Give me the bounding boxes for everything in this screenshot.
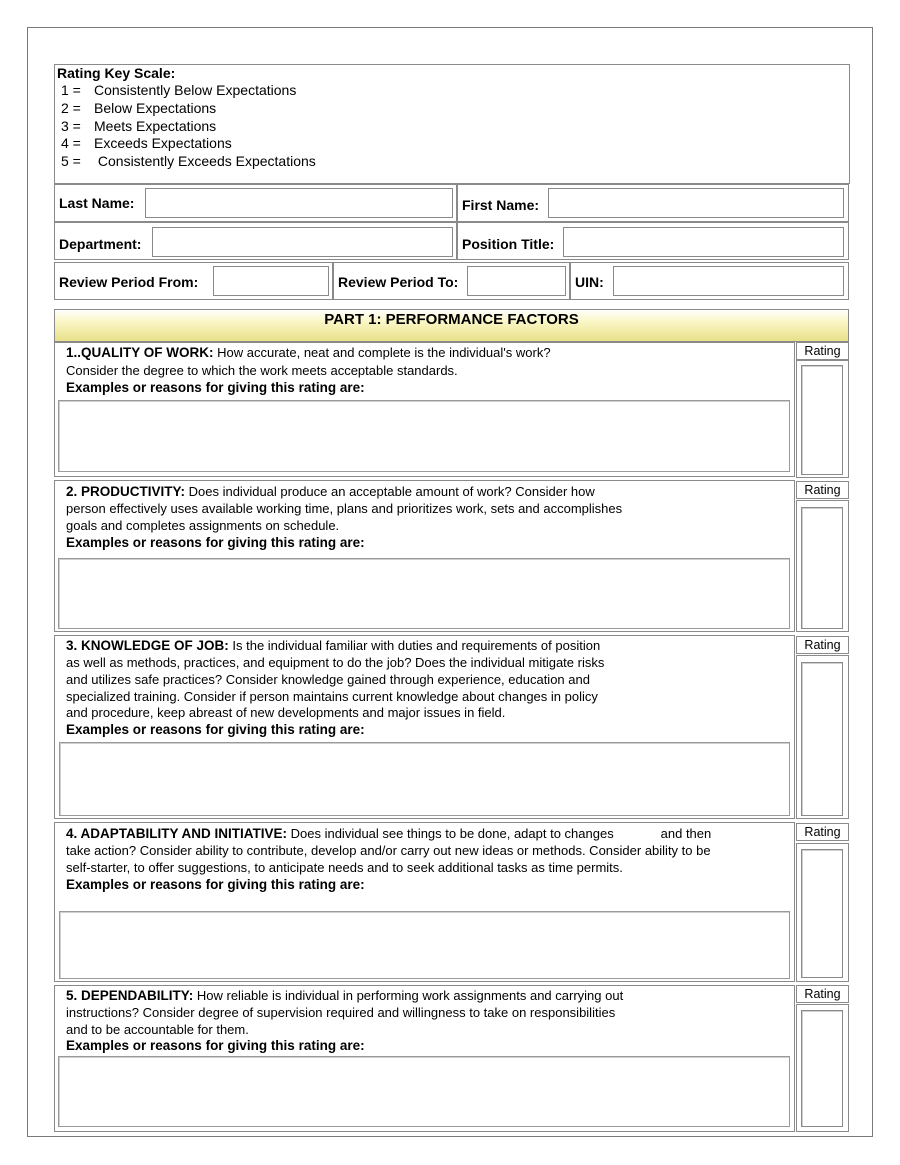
rating-input[interactable] [801,365,843,475]
rating-column [796,500,849,632]
department-field[interactable] [152,227,453,257]
examples-textarea[interactable] [59,911,790,979]
rating-label: Rating [796,985,849,1003]
rating-key-item: 4 = Exceeds Expectations [61,135,232,151]
factor-knowledge-of-job [54,635,795,819]
factor-description: 4. ADAPTABILITY AND INITIATIVE: Does individual see things to be done, adapt to changes and then [66,826,712,841]
review-to-label: Review Period To: [338,274,459,290]
rating-column [796,843,849,982]
factor-description-rest: take action? Consider ability to contribute, develop and/or carry out new ideas or methods. Consider ability to be self-starter, to offer suggestions, to anticipate needs and to seek additional tasks as time permits. [66,843,711,875]
factor-heading: 2. PRODUCTIVITY: [66,484,186,499]
factor-description: 5. DEPENDABILITY: How reliable is individual in performing work assignments and carrying out [66,988,624,1003]
factor-quality-of-work [54,342,795,477]
uin-field[interactable] [613,266,844,296]
rating-input[interactable] [801,849,843,978]
rating-key-item: 5 = Consistently Exceeds Expectations [61,153,316,169]
last-name-label: Last Name: [59,195,135,211]
factor-description-rest: as well as methods, practices, and equipment to do the job? Does the individual mitigate risks and utilizes safe practices? Consider knowledge gained through experience, education and specialized training. Consider if person maintains current knowledge about changes in policy and procedure, keep abreast of new developments and major issues in field. [66,655,605,721]
factor-dependability [54,985,795,1132]
rating-column [796,655,849,819]
factor-description: 2. PRODUCTIVITY: Does individual produce an acceptable amount of work? Consider how [66,484,595,499]
review-from-label: Review Period From: [59,274,199,290]
examples-textarea[interactable] [59,742,790,816]
rating-label: Rating [796,481,849,499]
rating-column [796,360,849,478]
rating-input[interactable] [801,662,843,816]
rating-key-item: 1 = Consistently Below Expectations [61,82,297,98]
position-title-field[interactable] [563,227,844,257]
factor-productivity [54,480,795,632]
examples-label: Examples or reasons for giving this rating are: [66,535,365,550]
examples-label: Examples or reasons for giving this rating are: [66,722,365,737]
examples-textarea[interactable] [58,1056,790,1127]
position-title-label: Position Title: [462,236,555,252]
department-label: Department: [59,236,142,252]
review-from-field[interactable] [213,266,329,296]
rating-label: Rating [796,823,849,841]
factor-heading: 3. KNOWLEDGE OF JOB: [66,638,229,653]
examples-label: Examples or reasons for giving this rating are: [66,877,365,892]
factor-description: 3. KNOWLEDGE OF JOB: Is the individual familiar with duties and requirements of position [66,638,601,653]
rating-label: Rating [796,342,849,360]
factor-description-rest: person effectively uses available working time, plans and prioritizes work, sets and accomplishes goals and completes assignments on schedule. [66,501,623,533]
review-to-field[interactable] [467,266,566,296]
rating-key-item: 3 = Meets Expectations [61,118,217,134]
factor-description-rest: instructions? Consider degree of supervision required and willingness to take on responsibilities and to be accountable for them. [66,1005,616,1037]
factor-heading: 4. ADAPTABILITY AND INITIATIVE: [66,826,288,841]
part1-header: PART 1: PERFORMANCE FACTORS [54,309,849,342]
factor-description-rest: Consider the degree to which the work meets acceptable standards. [66,363,458,378]
first-name-field[interactable] [548,188,844,218]
examples-textarea[interactable] [58,558,790,629]
rating-input[interactable] [801,507,843,629]
factor-heading: 1..QUALITY OF WORK: [66,345,214,360]
examples-textarea[interactable] [58,400,790,472]
rating-input[interactable] [801,1010,843,1127]
factor-description: 1..QUALITY OF WORK: How accurate, neat and complete is the individual's work? [66,345,551,360]
first-name-label: First Name: [462,197,540,213]
rating-key-item: 2 = Below Expectations [61,100,217,116]
rating-column [796,1004,849,1132]
factor-heading: 5. DEPENDABILITY: [66,988,194,1003]
factor-adaptability-initiative [54,822,795,982]
examples-label: Examples or reasons for giving this rating are: [66,1038,365,1053]
last-name-field[interactable] [145,188,453,218]
rating-key-title: Rating Key Scale: [57,65,176,81]
examples-label: Examples or reasons for giving this rating are: [66,380,365,395]
rating-label: Rating [796,636,849,654]
uin-label: UIN: [575,274,604,290]
